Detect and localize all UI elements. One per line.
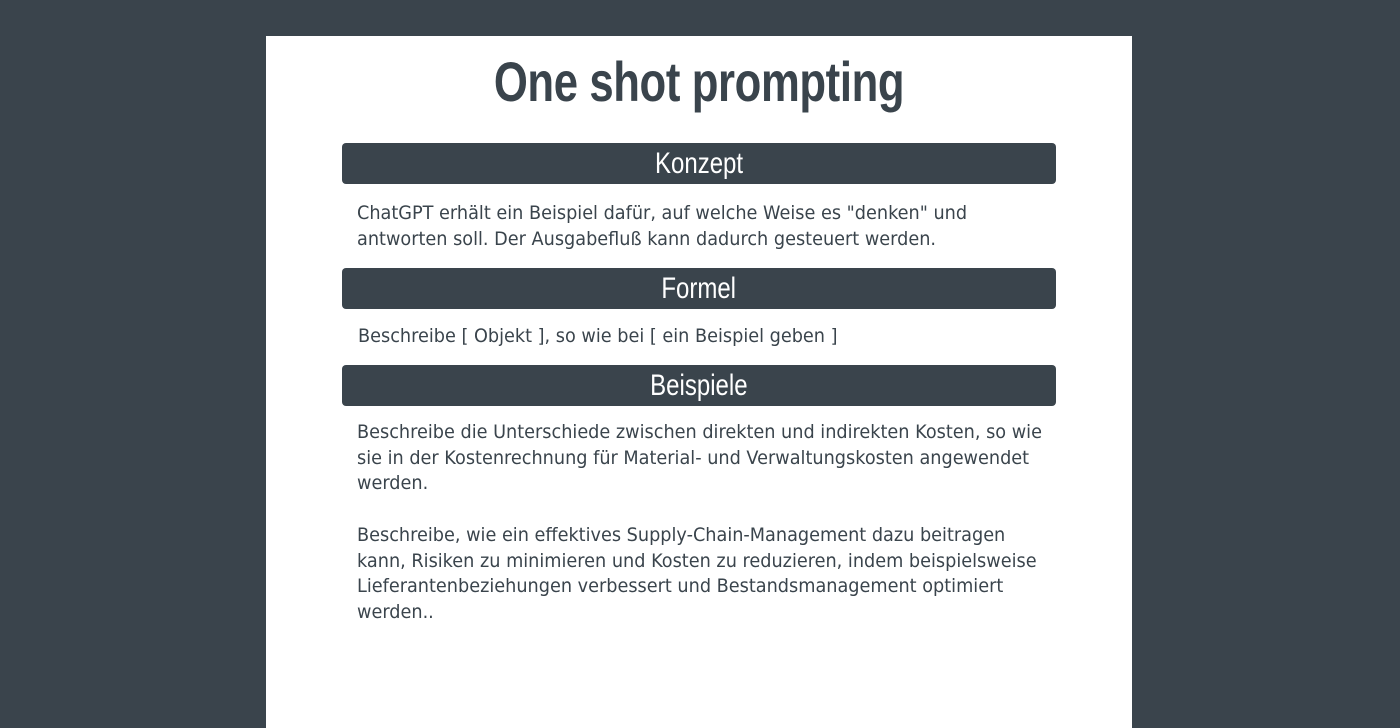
section-heading-formel <box>342 268 1056 309</box>
content-card <box>266 36 1132 728</box>
paragraph: Beschreibe, wie ein effektives Supply-Chain-Management dazu beitragen kann, Risiken zu minimieren und Kosten zu reduzieren, indem beispielsweise Lieferantenbeziehungen verbessert und Bestandsmanagement optimiert werden.. <box>357 524 1037 623</box>
example-paragraph-2 <box>357 523 1047 625</box>
paragraph: Beschreibe [ Objekt ], so wie bei [ ein Beispiel geben ] <box>358 325 838 347</box>
section-heading-label: Konzept <box>654 147 744 180</box>
paragraph: ChatGPT erhält ein Beispiel dafür, auf welche Weise es "denken" und antworten soll. Der Ausgabefluß kann dadurch gesteuert werden. <box>357 202 968 250</box>
example-paragraph-1 <box>357 420 1047 497</box>
section-heading-beispiele <box>342 365 1056 406</box>
section-heading-label: Formel <box>661 272 737 305</box>
section-text-formel <box>358 324 1048 350</box>
section-heading-label: Beispiele <box>650 369 748 402</box>
section-text-konzept <box>357 201 1047 252</box>
section-heading-konzept <box>342 143 1056 184</box>
page-title: One shot prompting <box>493 50 905 113</box>
paragraph: Beschreibe die Unterschiede zwischen direkten und indirekten Kosten, so wie sie in der Kostenrechnung für Material- und Verwaltungskosten angewendet werden. <box>357 421 1042 494</box>
